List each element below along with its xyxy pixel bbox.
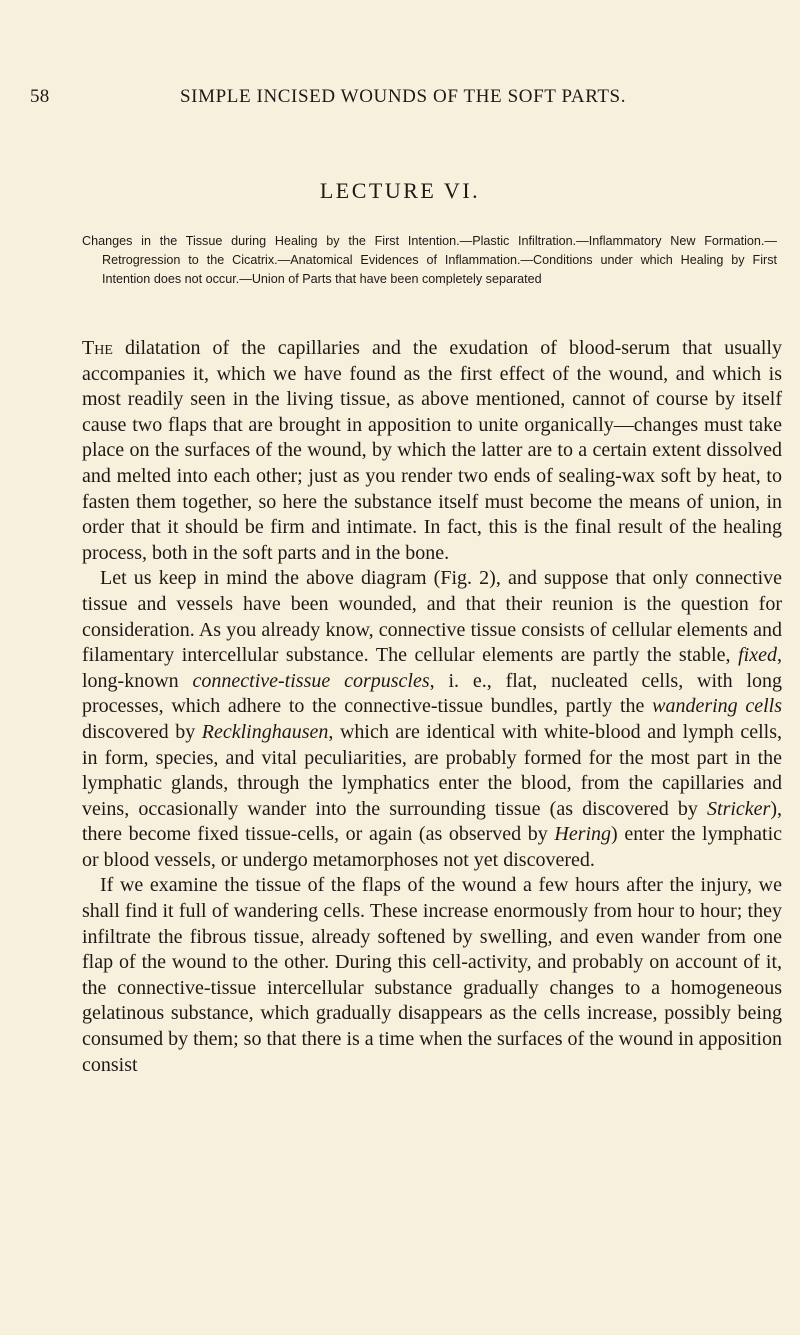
text-run: Let us keep in mind the above diagram (Fig. 2), and suppose that only connective tissue and vessels have been wounded, and that their reunion is the question for consideration. As you already know, connective tissue consists of cellular elements and filamentary intercellular substance. The cellular elements are partly the stable, <box>82 567 782 667</box>
text-run: , i. e., flat, nucleated cells, with long processes, which adhere to the connective-tissue bundles, partly the <box>82 669 782 718</box>
text-run: , which are identical with white-blood and lymph cells, in form, species, and vital peculiarities, are probably formed for the most part in the lymphatic glands, through the lymphatics enter the blood, from the capillaries and veins, occasionally wander into the surrounding tissue (as discovered by <box>82 720 782 820</box>
text-run: , long-known <box>82 644 782 692</box>
body-text <box>82 336 782 1078</box>
paragraph-1 <box>82 336 782 566</box>
italic-term: wandering cells <box>652 695 783 718</box>
italic-term: connective-tissue corpuscles <box>192 669 430 692</box>
running-title: SIMPLE INCISED WOUNDS OF THE SOFT PARTS. <box>180 86 627 107</box>
italic-term: fixed <box>738 644 777 667</box>
paragraph-2 <box>82 566 782 873</box>
page-number: 58 <box>30 86 50 107</box>
text-run: ), there become fixed tissue-cells, or again (as observed by <box>82 797 782 846</box>
italic-name: Recklinghausen <box>201 720 329 743</box>
chapter-summary: Changes in the Tissue during Healing by the First Intention.—Plastic Infiltration.—Inflammatory New Formation.—Retrogression to the Cicatrix.—Anatomical Evidences of Inflammation.—Conditions under which Healing by First Intention does not occur.—Union of Parts that have been completely separated <box>82 234 777 286</box>
paragraph-lead: The <box>82 337 113 359</box>
italic-name: Hering <box>554 823 612 846</box>
lecture-title: LECTURE VI. <box>319 178 481 203</box>
paragraph-text: dilatation of the capillaries and the exudation of blood-serum that usually accompanies it, which we have found as the first effect of the wound, and which is most readily seen in the living tissue, as above mentioned, cannot of course by itself cause two flaps that are brought in apposition to unite organically—changes must take place on the surfaces of the wound, by which the latter are to a certain extent dissolved and melted into each other; just as you render two ends of sealing-wax soft by heat, to fasten them together, so here the substance itself must become the means of union, in order that it should be firm and intimate. In fact, this is the final result of the healing process, both in the soft parts and in the bone. <box>82 337 782 564</box>
text-run: ) enter the lymphatic or blood vessels, or undergo metamorphoses not yet discovered. <box>82 823 783 871</box>
text-run: discovered by <box>82 720 202 743</box>
italic-name: Stricker <box>707 797 771 820</box>
paragraph-3: If we examine the tissue of the flaps of the wound a few hours after the injury, we shall find it full of wandering cells. These increase enormously from hour to hour; they infiltrate the fibrous tissue, already softened by swelling, and even wander from one flap of the wound to the other. During this cell-activity, and probably on account of it, the connective-tissue intercellular substance gradually changes to a homogeneous gelatinous substance, which gradually disappears as the cells increase, possibly being consumed by them; so that there is a time when the surfaces of the wound in apposition consist <box>82 874 782 1076</box>
